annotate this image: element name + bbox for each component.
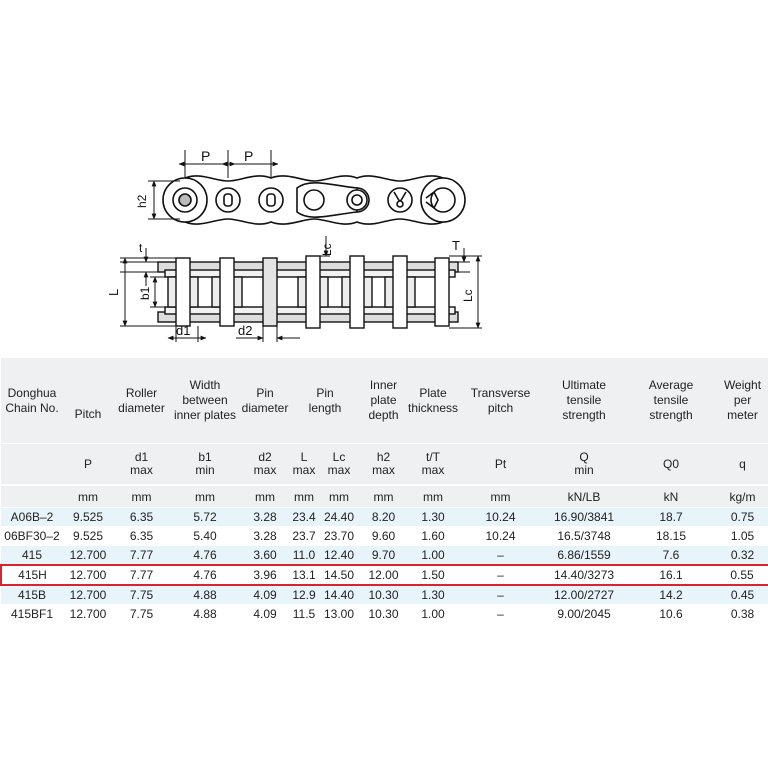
- symbol-Q-text: Q: [579, 450, 589, 464]
- table-row: [1, 508, 768, 527]
- table-cell: 9.70: [360, 546, 407, 566]
- table-cell: 12.9: [290, 585, 318, 605]
- table-cell: 12.00: [360, 565, 407, 585]
- symbol-b1: [170, 444, 240, 486]
- lc-label-right: Lc: [461, 289, 475, 302]
- table-cell: 3.96: [240, 565, 290, 585]
- header-weight-per-meter: Weight per meter: [716, 358, 768, 444]
- table-cell: 12.700: [63, 546, 113, 566]
- symbol-Lc-text: Lc: [332, 450, 346, 464]
- table-cell: 9.60: [360, 527, 407, 546]
- table-cell: 14.2: [626, 585, 716, 605]
- unit-cell: kg/m: [716, 485, 768, 508]
- table-cell: 18.15: [626, 527, 716, 546]
- chain-diagram: [0, 0, 768, 355]
- table-cell: 23.4: [290, 508, 318, 527]
- header-pin-diameter: Pin diameter: [240, 358, 290, 444]
- table-cell: 6.86/1559: [542, 546, 626, 566]
- symbol-h2-text: h2: [376, 450, 391, 464]
- symbol-q: q: [716, 444, 768, 486]
- unit-row: [1, 485, 768, 508]
- header-chain-no: Donghua Chain No.: [1, 358, 63, 444]
- symbol-row: [1, 444, 768, 486]
- L-label: L: [106, 288, 121, 296]
- table-cell: –: [459, 605, 542, 624]
- symbol-p: P: [63, 444, 113, 486]
- unit-empty: [1, 485, 63, 508]
- table-row: [1, 546, 768, 566]
- unit-cell: mm: [63, 485, 113, 508]
- table-cell: 10.30: [360, 585, 407, 605]
- table-cell: 4.88: [170, 605, 240, 624]
- table-cell: 18.7: [626, 508, 716, 527]
- symbol-Lc: [318, 444, 360, 486]
- table-cell: 4.76: [170, 565, 240, 585]
- symbol-b1-text: b1: [198, 450, 212, 464]
- symbol-Q-sub: min: [574, 463, 594, 477]
- unit-cell: mm: [459, 485, 542, 508]
- table-cell: 0.55: [716, 565, 768, 585]
- header-width-inner-plates: Width between inner plates: [170, 358, 240, 444]
- symbol-d1-text: d1: [134, 450, 149, 464]
- symbol-tT-sub: max: [421, 463, 445, 477]
- table-cell: 1.05: [716, 527, 768, 546]
- symbol-Q: [542, 444, 626, 486]
- table-cell: 1.50: [407, 565, 459, 585]
- pitch-label: P: [244, 148, 254, 164]
- table-cell: 4.88: [170, 585, 240, 605]
- table-cell: 13.00: [318, 605, 360, 624]
- table-row: [1, 605, 768, 624]
- table-row: [1, 565, 768, 585]
- unit-cell: mm: [360, 485, 407, 508]
- table-cell: 8.20: [360, 508, 407, 527]
- table-cell: 7.6: [626, 546, 716, 566]
- table-cell: –: [459, 546, 542, 566]
- table-cell: –: [459, 585, 542, 605]
- unit-cell: kN/LB: [542, 485, 626, 508]
- table-cell: 4.09: [240, 605, 290, 624]
- chain-spec-table: [0, 358, 768, 623]
- header-transverse-pitch: Transverse pitch: [459, 358, 542, 444]
- table-row: [1, 527, 768, 546]
- table-cell: –: [459, 565, 542, 585]
- symbol-d1: [113, 444, 170, 486]
- table-cell: 16.1: [626, 565, 716, 585]
- symbol-L-sub: max: [292, 463, 316, 477]
- spec-table-body: [1, 508, 768, 624]
- table-cell: 9.525: [63, 508, 113, 527]
- table-cell: 9.525: [63, 527, 113, 546]
- header-pitch: Pitch: [63, 358, 113, 444]
- chain-no-cell: 415B: [1, 585, 63, 605]
- symbol-tT: [407, 444, 459, 486]
- chain-no-cell: 415: [1, 546, 63, 566]
- d2-label: d2: [238, 323, 253, 338]
- chain-no-cell: 415BF1: [1, 605, 63, 624]
- t-label: t: [139, 241, 143, 255]
- table-cell: 3.28: [240, 508, 290, 527]
- table-cell: 14.40: [318, 585, 360, 605]
- unit-cell: kN: [626, 485, 716, 508]
- table-cell: 10.24: [459, 508, 542, 527]
- table-cell: 12.700: [63, 605, 113, 624]
- table-cell: 12.00/2727: [542, 585, 626, 605]
- symbol-d2-sub: max: [253, 463, 277, 477]
- table-cell: 23.70: [318, 527, 360, 546]
- unit-cell: mm: [290, 485, 318, 508]
- pitch-label: P: [201, 148, 211, 164]
- table-cell: 1.30: [407, 508, 459, 527]
- table-cell: 10.24: [459, 527, 542, 546]
- table-cell: 10.6: [626, 605, 716, 624]
- unit-cell: mm: [407, 485, 459, 508]
- table-cell: 0.45: [716, 585, 768, 605]
- unit-cell: mm: [113, 485, 170, 508]
- table-cell: 12.700: [63, 585, 113, 605]
- table-row: [1, 585, 768, 605]
- table-cell: 9.00/2045: [542, 605, 626, 624]
- symbol-d1-sub: max: [130, 463, 153, 477]
- symbol-L: [290, 444, 318, 486]
- table-cell: 1.30: [407, 585, 459, 605]
- d1-label: d1: [176, 323, 191, 338]
- table-cell: 3.28: [240, 527, 290, 546]
- symbol-L-text: L: [300, 450, 308, 464]
- h2-label: h2: [135, 194, 149, 208]
- symbol-pt: Pt: [459, 444, 542, 486]
- unit-cell: mm: [240, 485, 290, 508]
- chain-no-cell: 06BF30–2: [1, 527, 63, 546]
- table-cell: 14.50: [318, 565, 360, 585]
- table-cell: 16.5/3748: [542, 527, 626, 546]
- table-cell: 4.09: [240, 585, 290, 605]
- table-cell: 14.40/3273: [542, 565, 626, 585]
- table-cell: 7.77: [113, 565, 170, 585]
- table-cell: 16.90/3841: [542, 508, 626, 527]
- table-cell: 10.30: [360, 605, 407, 624]
- chain-no-cell: A06B–2: [1, 508, 63, 527]
- T-label: T: [452, 238, 460, 253]
- symbol-b1-sub: min: [195, 463, 215, 477]
- chain-side-view: [163, 176, 465, 224]
- table-cell: 7.75: [113, 585, 170, 605]
- table-cell: 7.75: [113, 605, 170, 624]
- table-cell: 11.5: [290, 605, 318, 624]
- symbol-tT-text: t/T: [426, 450, 441, 464]
- table-cell: 6.35: [113, 527, 170, 546]
- symbol-d2: [240, 444, 290, 486]
- header-plate-thickness: Plate thickness: [407, 358, 459, 444]
- table-cell: 0.75: [716, 508, 768, 527]
- table-cell: 11.0: [290, 546, 318, 566]
- table-cell: 7.77: [113, 546, 170, 566]
- lc-label-middle: Lc: [320, 243, 334, 256]
- table-cell: 1.00: [407, 546, 459, 566]
- symbol-d2-text: d2: [258, 450, 272, 464]
- b1-label: b1: [138, 286, 152, 300]
- unit-cell: mm: [318, 485, 360, 508]
- symbol-Lc-sub: max: [327, 463, 351, 477]
- chain-no-cell: 415H: [1, 565, 63, 585]
- chain-top-view: [158, 256, 458, 328]
- table-cell: 12.40: [318, 546, 360, 566]
- table-cell: 24.40: [318, 508, 360, 527]
- table-cell: 13.1: [290, 565, 318, 585]
- table-cell: 12.700: [63, 565, 113, 585]
- header-ultimate-tensile: Ultimate tensile strength: [542, 358, 626, 444]
- header-row: [1, 358, 768, 444]
- table-cell: 1.60: [407, 527, 459, 546]
- symbol-empty: [1, 444, 63, 486]
- table-cell: 3.60: [240, 546, 290, 566]
- header-inner-plate-depth: Inner plate depth: [360, 358, 407, 444]
- symbol-Q0: Q0: [626, 444, 716, 486]
- table-cell: 23.7: [290, 527, 318, 546]
- table-cell: 0.32: [716, 546, 768, 566]
- symbol-h2-sub: max: [372, 463, 395, 477]
- header-average-tensile: Average tensile strength: [626, 358, 716, 444]
- symbol-h2: [360, 444, 407, 486]
- header-roller-diameter: Roller diameter: [113, 358, 170, 444]
- table-cell: 5.72: [170, 508, 240, 527]
- table-cell: 5.40: [170, 527, 240, 546]
- table-cell: 6.35: [113, 508, 170, 527]
- unit-cell: mm: [170, 485, 240, 508]
- header-pin-length: Pin length: [290, 358, 360, 444]
- table-cell: 0.38: [716, 605, 768, 624]
- table-cell: 1.00: [407, 605, 459, 624]
- table-cell: 4.76: [170, 546, 240, 566]
